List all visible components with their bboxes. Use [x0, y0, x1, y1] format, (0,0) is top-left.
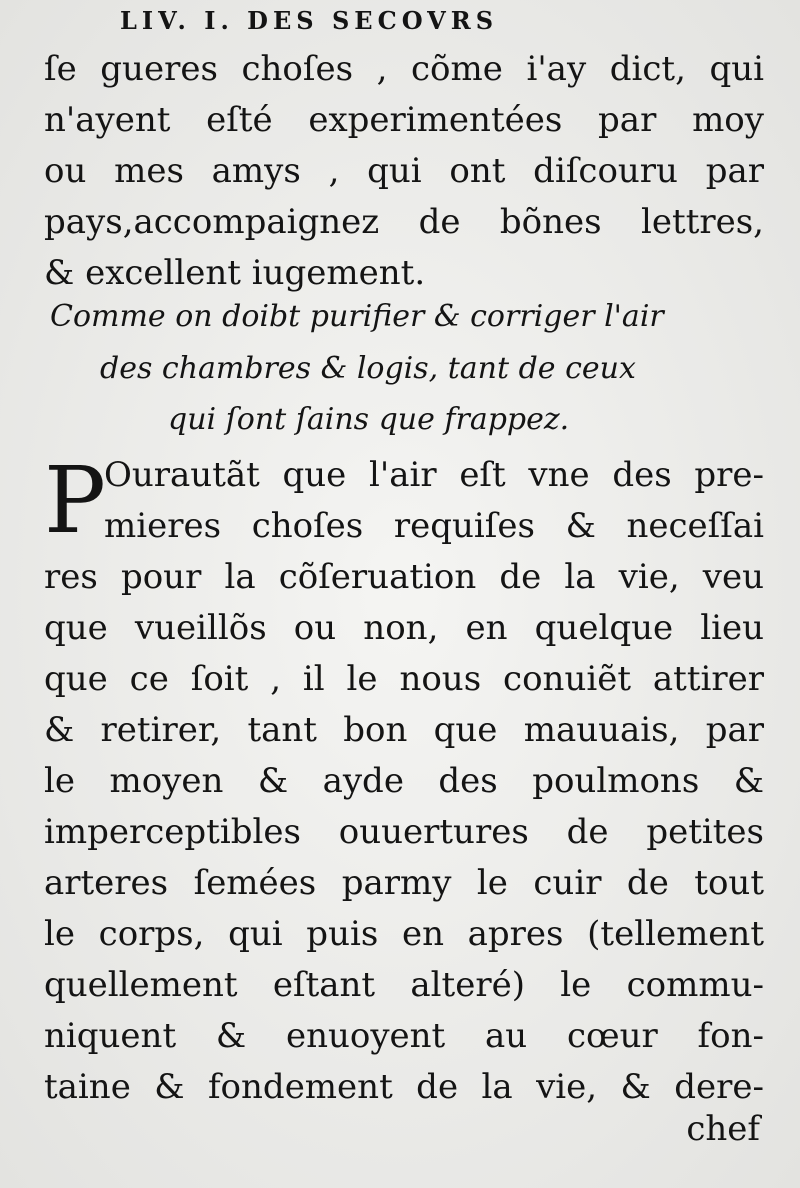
text-line: imperceptibles ouuertures de petites [44, 812, 764, 852]
text-line: que vueillõs ou non, en quelque lieu [44, 608, 764, 648]
text-line: que ce ſoit , il le nous conuiẽt attirer [44, 659, 764, 699]
text-line: taine & fondement de la vie, & dere- [44, 1067, 764, 1107]
running-head: LIV. I. DES SECOVRS [120, 6, 499, 35]
text-line: & retirer, tant bon que mauuais, par [44, 710, 764, 750]
text-line: le corps, qui puis en apres (tellement [44, 914, 764, 954]
text-line: ou mes amys , qui ont diſcouru par [44, 151, 764, 191]
text-line: quellement eſtant alteré) le commu- [44, 965, 764, 1005]
text-line: & excellent iugement. [44, 253, 426, 293]
text-line: mieres choſes requiſes & neceſſai [104, 506, 764, 546]
catchword: chef [686, 1109, 760, 1149]
text-line: res pour la cõſeruation de la vie, veu [44, 557, 764, 597]
heading-line: qui ſont ſains que frappez. [168, 402, 570, 437]
text-line: niquent & enuoyent au cœur fon- [44, 1016, 764, 1056]
drop-cap: P [44, 447, 106, 554]
text-line: Ourautãt que l'air eſt vne des pre- [104, 455, 764, 495]
text-line: pays,accompaignez de bõnes lettres, [44, 202, 764, 242]
text-line: le moyen & ayde des poulmons & [44, 761, 764, 801]
text-line: arteres ſemées parmy le cuir de tout [44, 863, 764, 903]
text-line: n'ayent eſté experimentées par moy [44, 100, 764, 140]
heading-line: des chambres & logis, tant de ceux [100, 351, 636, 386]
heading-line: Comme on doibt purifier & corriger l'air [50, 299, 664, 334]
text-line: ſe gueres choſes , cõme i'ay dict, qui [44, 49, 764, 89]
